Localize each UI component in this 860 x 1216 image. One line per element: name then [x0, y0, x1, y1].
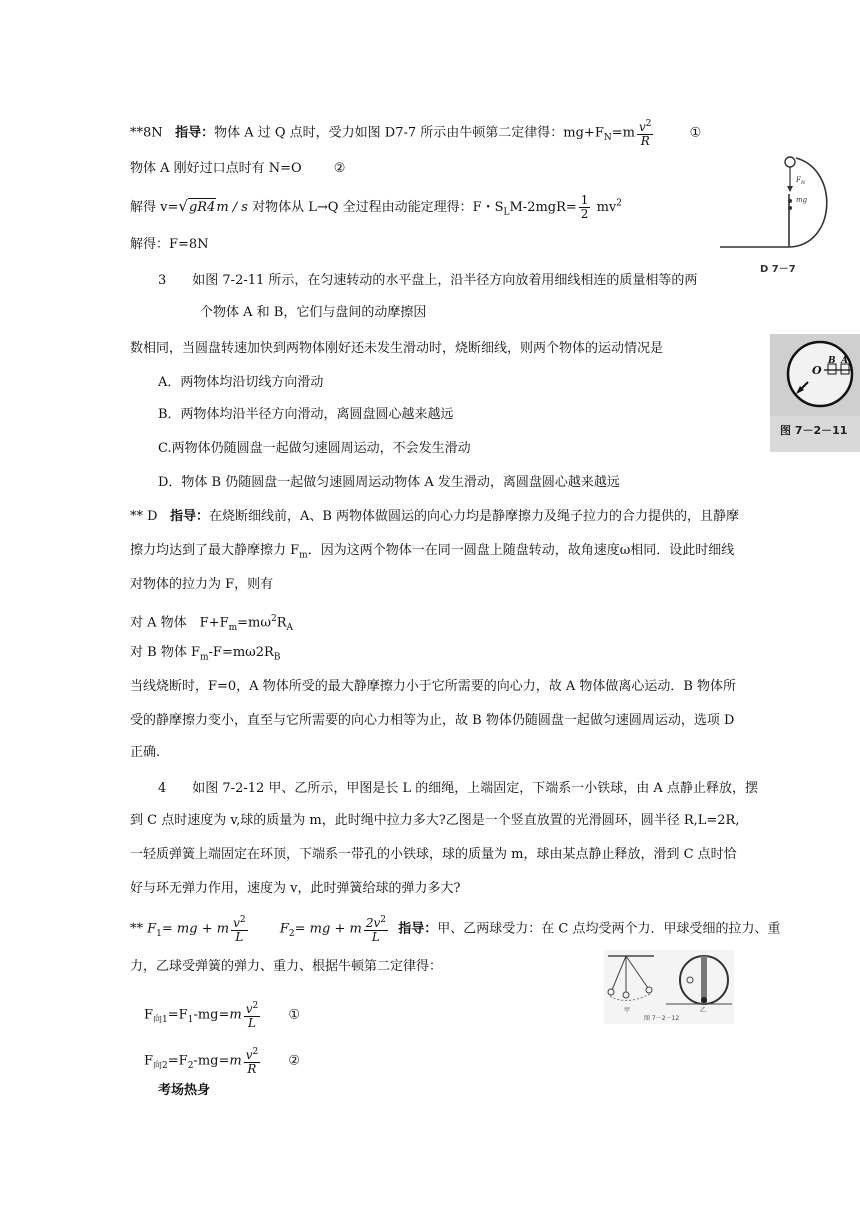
option-b: B．两物体均沿半径方向滑动，离圆盘圆心越来越远 — [158, 407, 454, 422]
option-d: D．物体 B 仍随圆盘一起做匀速圆周运动物体 A 发生滑动，离圆盘圆心越来越远 — [158, 475, 620, 490]
question-3-line-2: 个物体 A 和 B，它们与盘间的动摩擦因 — [200, 305, 427, 320]
solution-3-line-5: 受的静摩擦力变小，直至与它所需要的向心力相等为止，故 B 物体仍随圆盘一起做匀速圆周运动，选项 D — [130, 713, 735, 728]
equation-f-xiang-2: $F_{向2}=F_2-mg=m$ $\frac{v^2}{R}$ ② — [144, 1047, 300, 1076]
question-4-line-1: 4 如图 7-2-12 甲、乙所示，甲图是长 L 的细绳，上端固定，下端系一小铁球，由 A 点静止释放，摆 — [158, 781, 758, 796]
solution-3-line-4: 当线烧断时，F=0，A 物体所受的最大静摩擦力小于它所需要的向心力，故 A 物体做离心运动．B 物体所 — [130, 679, 737, 694]
svg-text:乙: 乙 — [700, 1007, 707, 1014]
question-3-line-3: 数相同，当圆盘转速加快到两物体刚好还未发生滑动时，烧断细线，则两个物体的运动情况是 — [130, 341, 664, 356]
object-b-label: B — [828, 356, 836, 366]
center-label-o: O — [812, 364, 822, 377]
solution-4-line-1: ** $F_1=$ mg + m $\frac{v^2}{L}$ $F_2=$ mg + m $\frac{2v^2}{L}$ 指导：甲、乙两球受力：在 C 点均受两个力．甲球受细的拉力、重 — [130, 915, 781, 944]
guide-label: 指导： — [398, 921, 438, 937]
option-a: A．两物体均沿切线方向滑动 — [158, 375, 324, 390]
guide-label: 指导： — [169, 509, 209, 524]
figure-label: 图 7－2－11 — [780, 424, 848, 437]
fraction-v2-over-r: $\frac{v^2}{R}$ — [638, 119, 652, 148]
solve-line: 解得 v=√gR4m / s 对物体从 L→Q 全过程由动能定理得：F・$S_LM-2mgR=$ $\frac{1}{2}$ $mv^2$ — [130, 193, 622, 221]
question-3-line-1: 3 如图 7-2-11 所示，在匀速转动的水平盘上，沿半径方向放着用细线相连的质量相等的两 — [158, 273, 698, 288]
svg-text:mg: mg — [796, 196, 808, 204]
solution-8-line: **8N 指导：物体 A 过 Q 点时，受力如图 D7-7 所示由牛顿第二定律得：$mg+F_N=m$ $\frac{v^2}{R}$ ① — [130, 119, 702, 148]
section-heading: 考场热身 — [158, 1083, 211, 1098]
fraction-v2-over-l: $\frac{v^2}{L}$ — [245, 1001, 259, 1030]
option-c: C.两物体仍随圆盘一起做匀速圆周运动，不会发生滑动 — [158, 441, 471, 456]
equation-b: 对 B 物体 $F_m-F=m\omega 2R_B$ — [130, 645, 281, 663]
object-a-label: A — [841, 356, 848, 366]
equation-mark-2: ② — [333, 161, 346, 176]
solution-4-line-2: 力，乙球受弹簧的弹力、重力、根据牛顿第二定律得： — [130, 959, 443, 974]
figure-d7-7 — [716, 150, 840, 278]
question-4-line-2: 到 C 点时速度为 v,球的质量为 m，此时绳中拉力多大?乙图是一个竖直放置的光滑圆环，圆半径 R,L=2R, — [130, 813, 740, 828]
condition-line: 物体 A 刚好过口点时有 N=O ② — [130, 161, 346, 176]
figure-label: D 7－7 — [760, 264, 796, 275]
solution-3-line-3: 对物体的拉力为 F，则有 — [130, 577, 274, 592]
figure-label: 图 7－2－12 — [644, 1015, 680, 1022]
fraction-f1: $\frac{v^2}{L}$ — [233, 915, 246, 944]
loop-track — [789, 158, 827, 247]
equation-f-xiang-1: $F_{向1}=F_1-mg=m$ $\frac{v^2}{L}$ ① — [144, 1001, 300, 1030]
question-4-line-4: 好与环无弹力作用，速度为 v，此时弹簧给球的弹力多大? — [130, 881, 461, 896]
equation-a: 对 A 物体 $F+F_m=m\omega^2R_A$ — [130, 614, 293, 633]
fraction-one-half: $\frac{1}{2}$ — [580, 193, 589, 221]
figure-7-2-11 — [770, 334, 860, 452]
solution-3-line-1: ** D 指导：在烧断细线前，A、B 两物体做圆运的向心力均是静摩擦力及绳子拉力的合力提供的，且静摩 — [130, 509, 740, 524]
solution-3-line-2: 擦力均达到了最大静摩擦力 $F_m$．因为这两个物体一在同一圆盘上随盘转动，故角速度ω相同．设此时细线 — [130, 543, 735, 561]
solution-3-line-6: 正确. — [130, 745, 161, 760]
svg-text:FN: $F_N$ — [796, 176, 806, 186]
result-line: 解得：F=8N — [130, 237, 209, 252]
figure-7-2-12 — [604, 950, 734, 1024]
equation-mark-1: ① — [689, 125, 702, 141]
guide-label: 指导： — [175, 125, 215, 141]
svg-text:甲: 甲 — [624, 1007, 631, 1014]
fraction-f2: $\frac{2v^2}{L}$ — [365, 915, 386, 944]
fraction-v2-over-r: $\frac{v^2}{R}$ — [245, 1047, 259, 1076]
ball-at-q — [785, 157, 795, 167]
question-4-line-3: 一轻质弹簧上端固定在环顶，下端系一带孔的小铁球，球的质量为 m，球由某点静止释放，滑到 C 点时恰 — [130, 847, 737, 862]
